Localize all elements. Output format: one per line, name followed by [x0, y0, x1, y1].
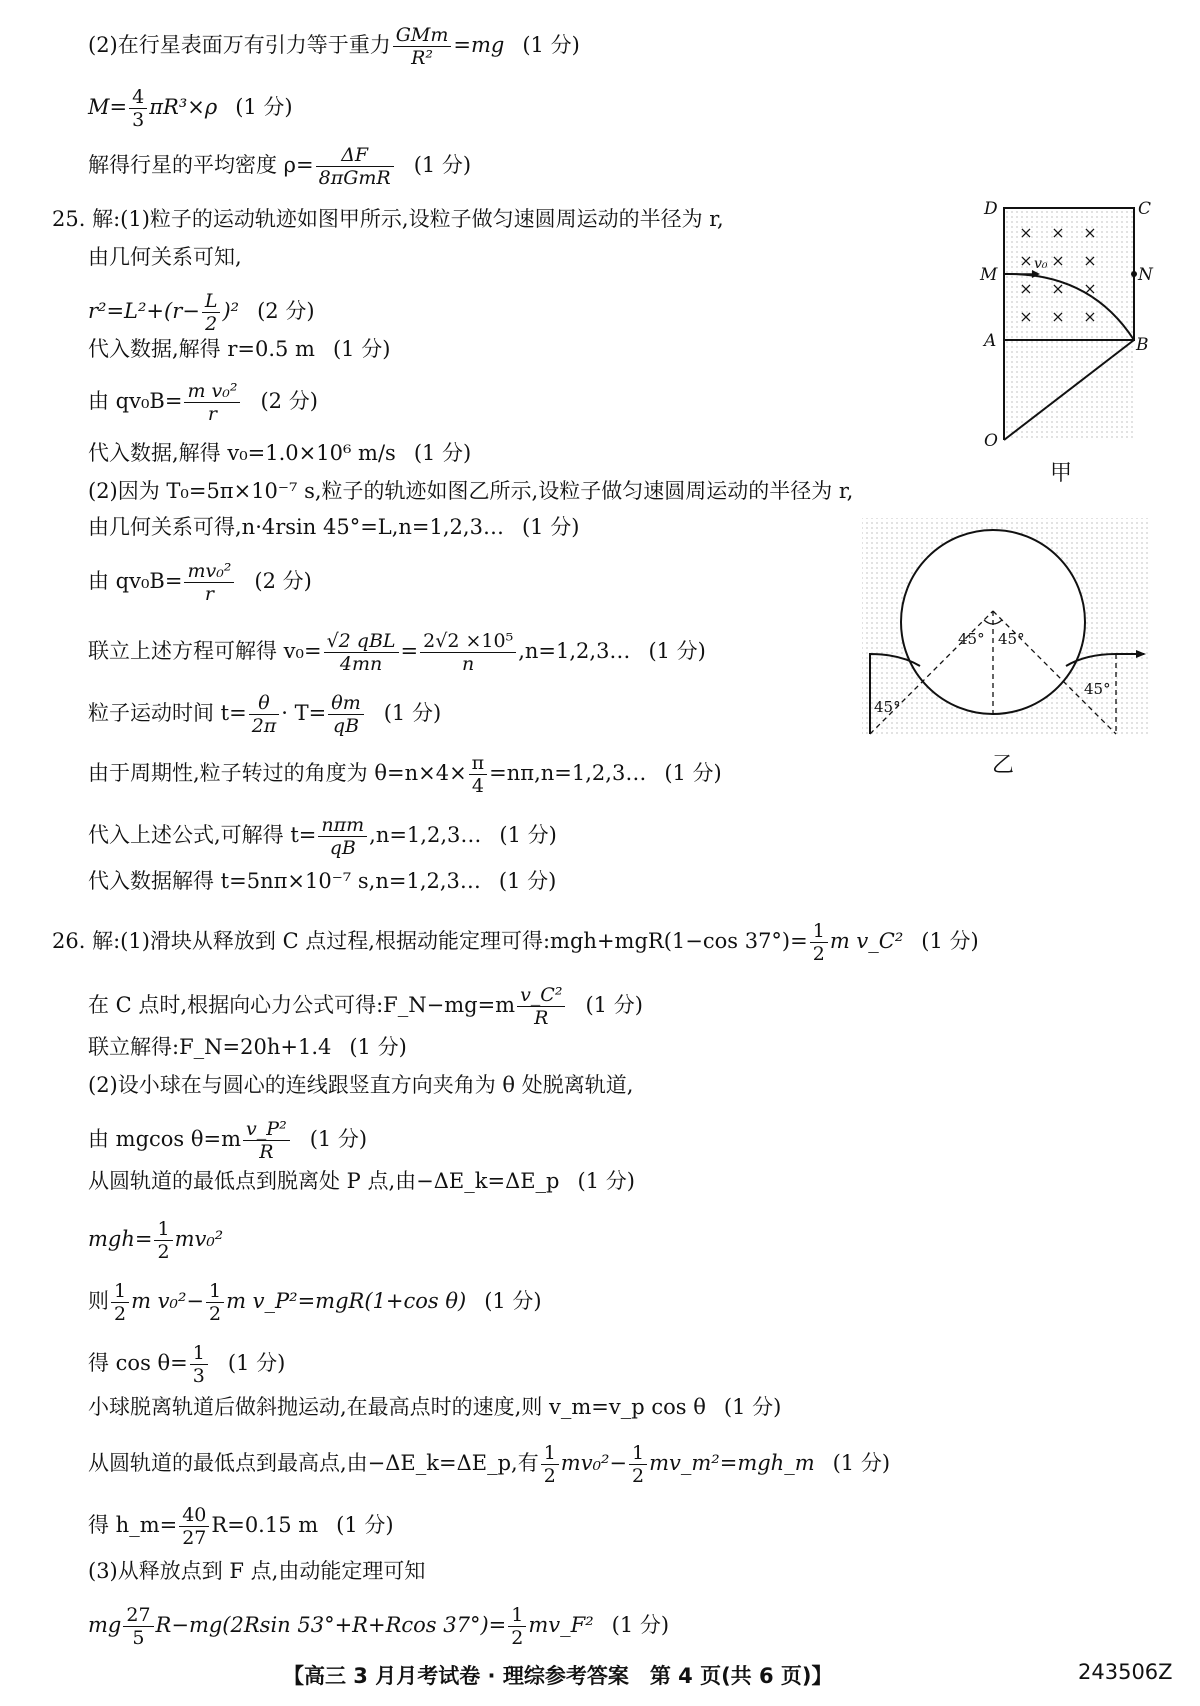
- q26-energy-conservation: [88, 1166, 635, 1196]
- denominator: 3: [132, 109, 145, 131]
- text: 由几何关系可知,: [88, 245, 242, 269]
- denominator: r: [207, 403, 217, 425]
- line-gravity-equation: [88, 24, 580, 69]
- q25-velocity-result: [88, 438, 471, 468]
- numerator: m v₀²: [184, 380, 240, 403]
- denominator: R²: [411, 47, 434, 69]
- score: (1 分): [611, 1613, 670, 1637]
- text: 代入数据,解得 v₀=1.0×10⁶ m/s: [88, 441, 396, 465]
- numerator: 1: [190, 1342, 208, 1365]
- numerator: θm: [328, 692, 363, 715]
- denominator: 2: [812, 943, 825, 965]
- fraction: [469, 752, 488, 797]
- q26-projectile: [88, 1392, 781, 1422]
- label-v0: v₀: [1034, 256, 1048, 272]
- denominator: 2: [208, 1303, 222, 1325]
- numerator: 27: [123, 1604, 153, 1627]
- text: 从圆轨道的最低点到最高点,由−ΔE_k=ΔE_p,有: [88, 1451, 539, 1475]
- numerator: 1: [111, 1280, 129, 1303]
- fraction: [111, 1280, 129, 1325]
- q26-part2-heading: [88, 1070, 633, 1100]
- q25-angle-periodicity: [88, 752, 722, 797]
- denominator: R: [259, 1141, 274, 1163]
- numerator: π: [469, 752, 488, 775]
- q26-energy-equation: [88, 1280, 542, 1325]
- text: mv₀²−: [560, 1451, 628, 1475]
- q26-part3-heading: [88, 1556, 425, 1586]
- line-mass-equation: [88, 86, 293, 131]
- cross-mark: ×: [1051, 307, 1065, 326]
- q26-cos-result: [88, 1342, 285, 1387]
- text: 26. 解:(1)滑块从释放到 C 点过程,根据动能定理可得:mgh+mgR(1−cos 37°)=: [52, 929, 808, 953]
- text: πR³×ρ: [149, 95, 218, 119]
- text: 25. 解:(1)粒子的运动轨迹如图甲所示,设粒子做匀速圆周运动的半径为 r,: [52, 207, 724, 231]
- fraction: [190, 1342, 208, 1387]
- score: (1 分): [383, 701, 442, 725]
- footer-code: 243506Z: [1078, 1660, 1173, 1684]
- fraction: [328, 692, 363, 737]
- fraction: [129, 86, 147, 131]
- q25-velocity-general: [88, 630, 706, 675]
- fraction: [629, 1442, 647, 1487]
- numerator: θ: [249, 692, 280, 715]
- fraction: [202, 290, 221, 335]
- score: (1 分): [413, 153, 472, 177]
- text: )²: [222, 299, 240, 323]
- fraction: [316, 144, 394, 189]
- text: 代入数据,解得 r=0.5 m: [88, 337, 315, 361]
- label-a: A: [984, 331, 997, 351]
- q26-normal-force: [88, 1032, 407, 1062]
- fraction: [318, 814, 367, 859]
- q25-time-formula: [88, 692, 441, 737]
- text: 解得行星的平均密度 ρ=: [88, 153, 314, 177]
- denominator: 2: [543, 1465, 556, 1487]
- denominator: 4: [471, 775, 484, 797]
- q26-initial-energy: [88, 1218, 223, 1263]
- cross-mark: ×: [1019, 307, 1033, 326]
- cross-mark: ×: [1051, 279, 1065, 298]
- q26-heading: [52, 920, 979, 965]
- fraction: [184, 380, 240, 425]
- cross-mark: ×: [1019, 223, 1033, 242]
- cross-mark: ×: [1083, 251, 1097, 270]
- text: 由 qv₀B=: [88, 569, 183, 593]
- q25-heading: [52, 204, 724, 234]
- text: =mg: [453, 33, 505, 57]
- numerator: ΔF: [316, 144, 394, 167]
- text: 小球脱离轨道后做斜抛运动,在最高点时的速度,则 v_m=v_p cos θ: [88, 1395, 706, 1419]
- score: (1 分): [522, 33, 580, 57]
- denominator: R: [534, 1007, 549, 1029]
- label-d: D: [984, 199, 998, 219]
- numerator: √2 qBL: [324, 630, 399, 653]
- score: (1 分): [723, 1395, 782, 1419]
- text: mv₀²: [174, 1227, 224, 1251]
- q26-final-equation: [88, 1604, 669, 1649]
- numerator: nπm: [318, 814, 367, 837]
- figure-yi: [860, 516, 1150, 738]
- figure-yi-caption: 乙: [992, 753, 1015, 778]
- text: mgh=: [88, 1227, 153, 1251]
- denominator: 2: [205, 313, 218, 335]
- text: ,n=1,2,3…: [518, 639, 631, 663]
- q25-part2-heading: [88, 476, 853, 506]
- denominator: 2: [157, 1241, 170, 1263]
- text: 由 mgcos θ=m: [88, 1127, 242, 1151]
- q25-time-general: [88, 814, 557, 859]
- cross-mark: ×: [1019, 279, 1033, 298]
- denominator: qB: [329, 837, 356, 859]
- text: (2)因为 T₀=5π×10⁻⁷ s,粒子的轨迹如图乙所示,设粒子做匀速圆周运动的半径为 r,: [88, 479, 854, 503]
- text: m v_P²=mgR(1+cos θ): [226, 1289, 467, 1313]
- text: (3)从释放点到 F 点,由动能定理可知: [88, 1559, 426, 1583]
- text: 由几何关系可得,n·4rsin 45°=L,n=1,2,3…: [88, 515, 504, 539]
- numerator: 2√2 ×10⁵: [420, 630, 516, 653]
- text: R−mg(2Rsin 53°+R+Rcos 37°)=: [155, 1613, 507, 1637]
- score: (1 分): [664, 761, 722, 785]
- numerator: GMm: [393, 24, 452, 47]
- fraction: [393, 24, 452, 69]
- score: (1 分): [585, 993, 643, 1017]
- label-m: M: [980, 265, 998, 285]
- angle-label: 45°: [958, 630, 985, 648]
- angle-label: 45°: [874, 698, 901, 716]
- text: mg: [88, 1613, 122, 1637]
- angle-label: 45°: [998, 630, 1025, 648]
- denominator: 2: [511, 1627, 524, 1649]
- fraction: [324, 630, 399, 675]
- denominator: qB: [332, 715, 360, 737]
- text: 代入数据解得 t=5nπ×10⁻⁷ s,n=1,2,3…: [88, 869, 481, 893]
- q26-centripetal: [88, 984, 643, 1029]
- text: 在 C 点时,根据向心力公式可得:F_N−mg=m: [88, 993, 516, 1017]
- score: (1 分): [498, 869, 557, 893]
- label-o: O: [984, 431, 998, 451]
- angle-label: 45°: [1084, 680, 1111, 698]
- figure-jia-caption: 甲: [1050, 461, 1073, 486]
- text: r²=L²+(r−: [88, 299, 200, 323]
- q25-radius-equation: [88, 290, 315, 335]
- q25-lorentz-equation: [88, 380, 318, 425]
- denominator: 8πGmR: [318, 167, 391, 189]
- numerator: 40: [179, 1504, 209, 1527]
- score: (2 分): [260, 389, 318, 413]
- score: (1 分): [413, 441, 472, 465]
- footer-title: 【高三 3 月月考试卷 · 理综参考答案 第 4 页(共 6 页)】: [283, 1664, 833, 1688]
- denominator: 27: [182, 1527, 207, 1549]
- denominator: 3: [192, 1365, 205, 1387]
- score: (1 分): [484, 1289, 542, 1313]
- text: 联立上述方程可解得 v₀=: [88, 639, 322, 663]
- numerator: 1: [206, 1280, 224, 1303]
- text: ,n=1,2,3…: [369, 823, 482, 847]
- text: m v_C²: [829, 929, 904, 953]
- numerator: v_P²: [243, 1118, 290, 1141]
- fraction: [420, 630, 516, 675]
- text: mv_m²=mgh_m: [649, 1451, 815, 1475]
- cross-mark: ×: [1083, 223, 1097, 242]
- denominator: 2π: [251, 715, 277, 737]
- text: m v₀²−: [131, 1289, 204, 1313]
- score: (1 分): [309, 1127, 368, 1151]
- numerator: mv₀²: [184, 560, 234, 583]
- score: (1 分): [235, 95, 293, 119]
- score: (1 分): [499, 823, 557, 847]
- q25-geometry: [88, 242, 242, 272]
- score: (1 分): [577, 1169, 635, 1193]
- text: (2)设小球在与圆心的连线跟竖直方向夹角为 θ 处脱离轨道,: [88, 1073, 634, 1097]
- text: 得 h_m=: [88, 1513, 178, 1537]
- score: (1 分): [832, 1451, 891, 1475]
- fraction: [249, 692, 280, 737]
- denominator: 2: [632, 1465, 645, 1487]
- numerator: v_C²: [517, 984, 565, 1007]
- q25-geometry-n: [88, 512, 579, 542]
- text: 代入上述公式,可解得 t=: [88, 823, 317, 847]
- q26-height-result: [88, 1504, 394, 1549]
- text: 从圆轨道的最低点到脱离处 P 点,由−ΔE_k=ΔE_p: [88, 1169, 560, 1193]
- figure-jia: [970, 199, 1153, 451]
- text: R=0.15 m: [211, 1513, 319, 1537]
- denominator: 4mn: [339, 653, 383, 675]
- text: 则: [88, 1289, 109, 1313]
- cross-mark: ×: [1051, 251, 1065, 270]
- text: 联立解得:F_N=20h+1.4: [88, 1035, 332, 1059]
- cross-mark: ×: [1083, 279, 1097, 298]
- numerator: 1: [154, 1218, 172, 1241]
- text: 由 qv₀B=: [88, 389, 183, 413]
- fraction: [243, 1118, 290, 1163]
- fraction: [517, 984, 565, 1029]
- denominator: 5: [132, 1627, 145, 1649]
- text: (2)在行星表面万有引力等于重力: [88, 33, 391, 57]
- fraction: [154, 1218, 172, 1263]
- q25-radius-result: [88, 334, 390, 364]
- text: 得 cos θ=: [88, 1351, 188, 1375]
- score: (1 分): [336, 1513, 394, 1537]
- text: =nπ,n=1,2,3…: [489, 761, 647, 785]
- text: 粒子运动时间 t=: [88, 701, 247, 725]
- text: M=: [88, 95, 128, 119]
- fraction: [810, 920, 828, 965]
- fraction: [508, 1604, 526, 1649]
- score: (1 分): [648, 639, 706, 663]
- q25-lorentz-equation-2: [88, 560, 312, 605]
- label-b: B: [1136, 335, 1149, 355]
- fraction: [206, 1280, 224, 1325]
- text: 由于周期性,粒子转过的角度为 θ=n×4×: [88, 761, 467, 785]
- text: =: [400, 639, 419, 663]
- label-n: N: [1138, 265, 1153, 285]
- denominator: r: [204, 583, 214, 605]
- cross-mark: ×: [1083, 307, 1097, 326]
- score: (1 分): [521, 515, 580, 539]
- numerator: 1: [541, 1442, 559, 1465]
- q26-highest-point: [88, 1442, 890, 1487]
- cross-mark: ×: [1019, 251, 1033, 270]
- text: mv_F²: [528, 1613, 594, 1637]
- score: (1 分): [227, 1351, 286, 1375]
- numerator: 1: [508, 1604, 526, 1627]
- label-c: C: [1138, 199, 1152, 219]
- fraction: [184, 560, 234, 605]
- numerator: 4: [129, 86, 147, 109]
- score: (2 分): [257, 299, 315, 323]
- numerator: 1: [629, 1442, 647, 1465]
- text: · T=: [281, 701, 327, 725]
- fraction: [179, 1504, 209, 1549]
- score: (1 分): [349, 1035, 407, 1059]
- score: (2 分): [254, 569, 312, 593]
- numerator: 1: [810, 920, 828, 943]
- denominator: 2: [114, 1303, 127, 1325]
- fraction: [541, 1442, 559, 1487]
- fraction: [123, 1604, 153, 1649]
- numerator: L: [202, 290, 221, 313]
- point-n: [1131, 271, 1137, 277]
- score: (1 分): [332, 337, 391, 361]
- score: (1 分): [921, 929, 979, 953]
- q26-detach-condition: [88, 1118, 367, 1163]
- q25-time-result: [88, 866, 556, 896]
- cross-mark: ×: [1051, 223, 1065, 242]
- line-density-result: [88, 144, 471, 189]
- denominator: n: [462, 653, 475, 675]
